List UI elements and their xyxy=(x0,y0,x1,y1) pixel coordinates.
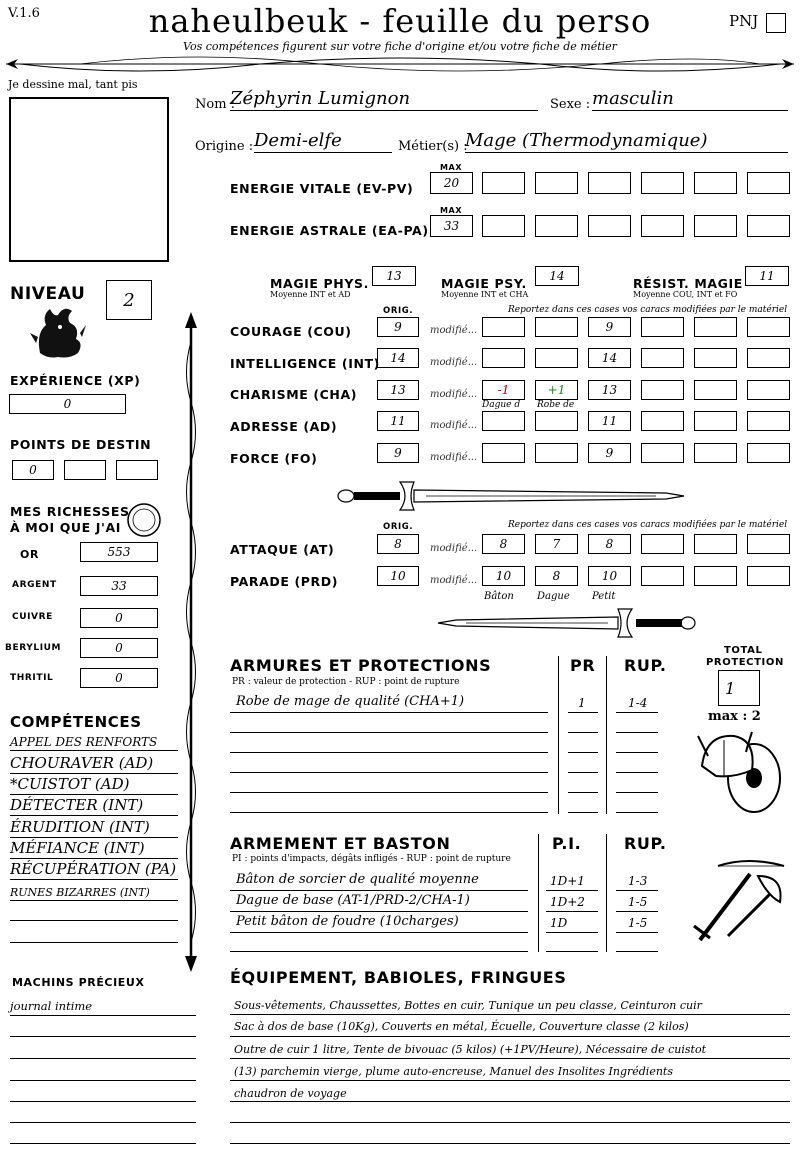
courage-modif-label: modifié... xyxy=(430,325,478,336)
machin-line xyxy=(10,1143,196,1144)
version-label: V.1.6 xyxy=(8,6,40,21)
arme-line-2-rup xyxy=(616,911,658,912)
ea-box-5[interactable] xyxy=(694,215,737,237)
ea-box-4[interactable] xyxy=(641,215,684,237)
caracs-orig-label: ORIG. xyxy=(383,306,414,316)
total-protection-label-1: TOTAL xyxy=(724,645,763,656)
attaque-m4-box[interactable] xyxy=(641,534,684,554)
machin-line xyxy=(10,1122,196,1123)
courage-orig-box[interactable]: 9 xyxy=(377,317,419,337)
attaque-m2-box[interactable]: 7 xyxy=(535,534,578,554)
niveau-label: NIVEAU xyxy=(10,284,86,304)
armure-line-1-pr xyxy=(568,712,598,713)
total-protection-box[interactable]: 1 xyxy=(718,670,760,706)
machin-line xyxy=(10,1015,196,1016)
armement-title: ARMEMENT ET BASTON xyxy=(230,834,451,853)
courage-label: COURAGE (COU) xyxy=(230,324,352,339)
intelligence-m2-box[interactable] xyxy=(535,348,578,368)
courage-m5-box[interactable] xyxy=(694,317,737,337)
origine-field[interactable]: Demi-elfe xyxy=(254,130,392,153)
ea-label: ENERGIE ASTRALE (EA-PA) xyxy=(230,223,429,238)
armure-line-5 xyxy=(230,792,548,793)
charisme-m4-box[interactable] xyxy=(641,380,684,400)
machin-line xyxy=(10,1080,196,1081)
destin-box-2[interactable] xyxy=(64,460,106,480)
machins-title: MACHINS PRÉCIEUX xyxy=(12,976,145,989)
arme-line-4-rup xyxy=(616,951,658,952)
metier-field[interactable]: Mage (Thermodynamique) xyxy=(465,130,788,153)
ea-box-3[interactable] xyxy=(588,215,631,237)
force-m4-box[interactable] xyxy=(641,443,684,463)
competence-line xyxy=(10,920,178,921)
destin-box-1[interactable]: 0 xyxy=(12,460,54,480)
armure-line-4-pr xyxy=(568,772,598,773)
charisme-m6-box[interactable] xyxy=(747,380,790,400)
page-subtitle: Vos compétences figurent sur votre fiche d'origine et/ou votre fiche de métier xyxy=(183,40,617,53)
nom-field[interactable]: Zéphyrin Lumignon xyxy=(230,88,538,111)
courage-m2-box[interactable] xyxy=(535,317,578,337)
sword-icon xyxy=(336,478,686,514)
force-m6-box[interactable] xyxy=(747,443,790,463)
competence-line xyxy=(10,837,178,838)
armure-line-2 xyxy=(230,732,548,733)
sword-icon xyxy=(436,606,696,640)
charisme-m5-box[interactable] xyxy=(694,380,737,400)
ev-max-box[interactable]: 20 xyxy=(430,172,473,194)
competence-line xyxy=(10,750,178,751)
arme-line-1 xyxy=(230,890,528,891)
arme-line-4-pi xyxy=(546,951,598,952)
competence-item[interactable]: APPEL DES RENFORTS xyxy=(10,735,158,749)
magie-phys-note: Moyenne INT et AD xyxy=(270,290,351,299)
machin-line xyxy=(10,1058,196,1059)
machin-line xyxy=(10,1036,196,1037)
equipement-rule xyxy=(230,1014,790,1015)
armure-line-6-rup xyxy=(616,812,658,813)
armure-line-2-pr xyxy=(568,732,598,733)
adresse-m1-box[interactable] xyxy=(482,411,525,431)
armures-rup-label: RUP. xyxy=(624,656,667,675)
armement-divider-1 xyxy=(538,834,539,952)
magie-phys-box[interactable]: 13 xyxy=(372,266,416,286)
armure-line-1-rup xyxy=(616,712,658,713)
arme-line-1-rup xyxy=(616,890,658,891)
competence-item[interactable]: MÉFIANCE (INT) xyxy=(10,839,145,857)
attaque-m1-box[interactable]: 8 xyxy=(482,534,525,554)
ev-box-2[interactable] xyxy=(535,172,578,194)
arme-line-1-pi xyxy=(546,890,598,891)
armement-divider-2 xyxy=(606,834,607,952)
parade-m5-box[interactable] xyxy=(694,566,737,586)
parade-m4-box[interactable] xyxy=(641,566,684,586)
armures-note: PR : valeur de protection - RUP : point de rupture xyxy=(232,677,460,687)
courage-m4-box[interactable] xyxy=(641,317,684,337)
sexe-field[interactable]: masculin xyxy=(592,88,788,111)
charisme-label: CHARISME (CHA) xyxy=(230,387,358,402)
competence-line xyxy=(10,858,178,859)
destin-label: POINTS DE DESTIN xyxy=(10,437,152,452)
magie-psy-label: MAGIE PSY. xyxy=(441,276,527,291)
armure-line-5-pr xyxy=(568,792,598,793)
adresse-m2-box[interactable] xyxy=(535,411,578,431)
charisme-m3-box[interactable]: 13 xyxy=(588,380,631,400)
intelligence-m5-box[interactable] xyxy=(694,348,737,368)
resist-magie-note: Moyenne COU, INT et FO xyxy=(633,290,738,299)
sexe-label: Sexe : xyxy=(550,97,591,112)
parade-modif-label: modifié... xyxy=(430,575,478,586)
courage-m3-box[interactable]: 9 xyxy=(588,317,631,337)
intelligence-m3-box[interactable]: 14 xyxy=(588,348,631,368)
coin-icon xyxy=(126,502,162,538)
ev-max-label: MAX xyxy=(440,163,463,172)
adresse-modif-label: modifié... xyxy=(430,420,478,431)
armement-note: PI : points d'impacts, dégâts infligés - RUP : point de rupture xyxy=(232,854,511,864)
force-label: FORCE (FO) xyxy=(230,451,318,466)
competence-item[interactable]: RÉCUPÉRATION (PA) xyxy=(10,860,177,878)
competence-item[interactable]: ÉRUDITION (INT) xyxy=(10,818,150,836)
cuivre-label: CUIVRE xyxy=(12,612,53,622)
total-protection-label-2: PROTECTION xyxy=(706,657,784,668)
page-title: naheulbeuk - feuille du perso xyxy=(148,2,652,40)
competence-line xyxy=(10,773,178,774)
resist-magie-label: RÉSIST. MAGIE xyxy=(633,276,743,291)
arme-line-3-pi xyxy=(546,932,598,933)
armure-line-3 xyxy=(230,752,548,753)
attaque-m6-box[interactable] xyxy=(747,534,790,554)
armure-line-3-rup xyxy=(616,752,658,753)
armure-line-6-pr xyxy=(568,812,598,813)
force-m1-box[interactable] xyxy=(482,443,525,463)
richesses-label-1: MES RICHESSES xyxy=(10,504,130,519)
force-orig-box[interactable]: 9 xyxy=(377,443,419,463)
armement-rup-label: RUP. xyxy=(624,834,667,853)
ea-max-box[interactable]: 33 xyxy=(430,215,473,237)
equipement-line-5[interactable]: chaudron de voyage xyxy=(234,1087,347,1100)
equipement-rule xyxy=(230,1058,790,1059)
armure-line-5-rup xyxy=(616,792,658,793)
thritil-box[interactable]: 0 xyxy=(80,668,158,688)
armure-line-1 xyxy=(230,712,548,713)
arme-row-2-name[interactable]: Dague de base (AT-1/PRD-2/CHA-1) xyxy=(236,893,470,908)
resist-magie-box[interactable]: 11 xyxy=(745,266,789,286)
ea-box-6[interactable] xyxy=(747,215,790,237)
staff-icon xyxy=(180,312,202,972)
equipement-rule xyxy=(230,1143,790,1144)
destin-box-3[interactable] xyxy=(116,460,158,480)
competence-line xyxy=(10,815,178,816)
armure-line-6 xyxy=(230,812,548,813)
armement-pi-label: P.I. xyxy=(552,834,582,853)
machin-line xyxy=(10,1101,196,1102)
combat-sub-1: Bâton xyxy=(484,591,514,602)
intelligence-m6-box[interactable] xyxy=(747,348,790,368)
machin-item[interactable]: journal intime xyxy=(10,999,93,1013)
argent-label: ARGENT xyxy=(12,580,57,590)
arme-line-4 xyxy=(230,951,528,952)
niveau-box[interactable]: 2 xyxy=(106,280,152,320)
portrait-box[interactable] xyxy=(9,97,169,262)
parade-m1-box[interactable]: 10 xyxy=(482,566,525,586)
arme-line-3-rup xyxy=(616,932,658,933)
armure-line-4-rup xyxy=(616,772,658,773)
arme-line-2-pi xyxy=(546,911,598,912)
attaque-m3-box[interactable]: 8 xyxy=(588,534,631,554)
experience-box[interactable]: 0 xyxy=(9,394,126,414)
intelligence-modif-label: modifié... xyxy=(430,357,478,368)
arme-line-2 xyxy=(230,911,528,912)
charisme-orig-box[interactable]: 13 xyxy=(377,380,419,400)
adresse-m5-box[interactable] xyxy=(694,411,737,431)
adresse-m4-box[interactable] xyxy=(641,411,684,431)
armure-row-1-rup[interactable]: 1-4 xyxy=(628,696,648,710)
armure-line-4 xyxy=(230,772,548,773)
pnj-checkbox[interactable] xyxy=(766,13,786,33)
portrait-caption: Je dessine mal, tant pis xyxy=(8,78,138,91)
thritil-label: THRITIL xyxy=(10,673,54,683)
parade-orig-box[interactable]: 10 xyxy=(377,566,419,586)
dragon-icon xyxy=(30,303,86,361)
competence-line xyxy=(10,942,178,943)
parade-m2-box[interactable]: 8 xyxy=(535,566,578,586)
ev-label: ENERGIE VITALE (EV-PV) xyxy=(230,181,414,196)
charisme-m1-box[interactable]: -1 xyxy=(482,380,525,400)
equipement-rule xyxy=(230,1101,790,1102)
ev-box-1[interactable] xyxy=(482,172,525,194)
armure-row-1-pr[interactable]: 1 xyxy=(578,696,586,710)
parade-label: PARADE (PRD) xyxy=(230,574,339,589)
max-protection-label: max : 2 xyxy=(708,709,761,724)
weapons-icon xyxy=(688,856,788,948)
intelligence-m1-box[interactable] xyxy=(482,348,525,368)
ev-box-6[interactable] xyxy=(747,172,790,194)
ea-box-1[interactable] xyxy=(482,215,525,237)
charisme-sub-2: Robe de xyxy=(537,400,575,410)
armure-row-1-name[interactable]: Robe de mage de qualité (CHA+1) xyxy=(236,694,465,709)
combat-sub-3: Petit xyxy=(592,591,616,602)
arme-row-3-name[interactable]: Petit bâton de foudre (10charges) xyxy=(236,914,459,929)
armures-pr-label: PR xyxy=(570,656,596,675)
ea-max-label: MAX xyxy=(440,206,463,215)
arme-row-2-rup[interactable]: 1-5 xyxy=(628,895,648,909)
attaque-modif-label: modifié... xyxy=(430,543,478,554)
equipement-line-1[interactable]: Sous-vêtements, Chaussettes, Bottes en cuir, Tunique un peu classe, Ceinturon cuir xyxy=(234,999,702,1012)
origine-label: Origine : xyxy=(195,139,254,154)
competence-item[interactable]: RUNES BIZARRES (INT) xyxy=(10,886,150,899)
caracs-note: Reportez dans ces cases vos caracs modifiées par le matériel xyxy=(508,305,788,315)
nom-label: Nom : xyxy=(195,97,236,112)
magie-psy-note: Moyenne INT et CHA xyxy=(441,290,529,299)
arme-row-3-rup[interactable]: 1-5 xyxy=(628,916,648,930)
ev-box-5[interactable] xyxy=(694,172,737,194)
ev-box-3[interactable] xyxy=(588,172,631,194)
combat-note: Reportez dans ces cases vos caracs modifiées par le matériel xyxy=(508,520,788,530)
equipement-rule xyxy=(230,1036,790,1037)
force-m3-box[interactable]: 9 xyxy=(588,443,631,463)
charisme-sub-1: Dague d xyxy=(482,400,521,410)
equipement-line-4[interactable]: (13) parchemin vierge, plume auto-encreuse, Manuel des Insolites Ingrédients xyxy=(234,1065,673,1078)
charisme-modif-label: modifié... xyxy=(430,389,478,400)
argent-box[interactable]: 33 xyxy=(80,576,158,596)
header-ornament xyxy=(0,52,800,78)
arme-row-3-pi[interactable]: 1D xyxy=(550,916,568,930)
attaque-orig-box[interactable]: 8 xyxy=(377,534,419,554)
experience-label: EXPÉRIENCE (XP) xyxy=(10,373,141,388)
competence-line xyxy=(10,794,178,795)
ev-box-4[interactable] xyxy=(641,172,684,194)
competences-title: COMPÉTENCES xyxy=(10,713,142,731)
intelligence-orig-box[interactable]: 14 xyxy=(377,348,419,368)
or-label: OR xyxy=(20,548,40,561)
adresse-m3-box[interactable]: 11 xyxy=(588,411,631,431)
arme-row-2-pi[interactable]: 1D+2 xyxy=(550,895,585,909)
competence-line xyxy=(10,879,178,880)
parade-m6-box[interactable] xyxy=(747,566,790,586)
intelligence-label: INTELLIGENCE (INT) xyxy=(230,356,380,371)
or-box[interactable]: 553 xyxy=(80,542,158,562)
courage-m6-box[interactable] xyxy=(747,317,790,337)
equipement-line-2[interactable]: Sac à dos de base (10Kg), Couverts en métal, Écuelle, Couverture classe (2 kilos) xyxy=(234,1020,689,1033)
attaque-m5-box[interactable] xyxy=(694,534,737,554)
adresse-m6-box[interactable] xyxy=(747,411,790,431)
magie-psy-box[interactable]: 14 xyxy=(535,266,579,286)
force-m5-box[interactable] xyxy=(694,443,737,463)
armure-line-3-pr xyxy=(568,752,598,753)
berylium-label: BERYLIUM xyxy=(5,643,62,653)
armure-line-2-rup xyxy=(616,732,658,733)
equipement-rule xyxy=(230,1122,790,1123)
arme-row-1-rup[interactable]: 1-3 xyxy=(628,874,648,888)
parade-m3-box[interactable]: 10 xyxy=(588,566,631,586)
equipement-rule xyxy=(230,1080,790,1081)
equipement-title: ÉQUIPEMENT, BABIOLES, FRINGUES xyxy=(230,968,567,987)
equipement-line-3[interactable]: Outre de cuir 1 litre, Tente de bivouac (5 kilos) (+1PV/Heure), Nécessaire de cuistot xyxy=(234,1043,707,1056)
force-m2-box[interactable] xyxy=(535,443,578,463)
combat-sub-2: Dague xyxy=(537,591,570,602)
cuivre-box[interactable]: 0 xyxy=(80,608,158,628)
arme-row-1-name[interactable]: Bâton de sorcier de qualité moyenne xyxy=(236,872,479,887)
richesses-label-2: À MOI QUE J'AI xyxy=(10,520,121,535)
combat-orig-label: ORIG. xyxy=(383,522,414,532)
armures-divider-1 xyxy=(558,656,559,814)
arme-row-1-pi[interactable]: 1D+1 xyxy=(550,874,585,888)
courage-m1-box[interactable] xyxy=(482,317,525,337)
competence-line xyxy=(10,900,178,901)
pnj-label: PNJ xyxy=(729,12,759,30)
competence-item[interactable]: *CUISTOT (AD) xyxy=(10,775,130,793)
arme-line-3 xyxy=(230,932,528,933)
ea-box-2[interactable] xyxy=(535,215,578,237)
adresse-label: ADRESSE (AD) xyxy=(230,419,338,434)
intelligence-m4-box[interactable] xyxy=(641,348,684,368)
attaque-label: ATTAQUE (AT) xyxy=(230,542,335,557)
berylium-box[interactable]: 0 xyxy=(80,638,158,658)
force-modif-label: modifié... xyxy=(430,452,478,463)
competence-item[interactable]: DÉTECTER (INT) xyxy=(10,796,144,814)
adresse-orig-box[interactable]: 11 xyxy=(377,411,419,431)
helmet-shield-icon xyxy=(694,726,784,818)
charisme-m2-box[interactable]: +1 xyxy=(535,380,578,400)
competence-item[interactable]: CHOURAVER (AD) xyxy=(10,754,154,772)
armures-divider-2 xyxy=(606,656,607,814)
armures-title: ARMURES ET PROTECTIONS xyxy=(230,656,492,675)
metier-label: Métier(s) : xyxy=(398,139,468,154)
magie-phys-label: MAGIE PHYS. xyxy=(270,276,369,291)
